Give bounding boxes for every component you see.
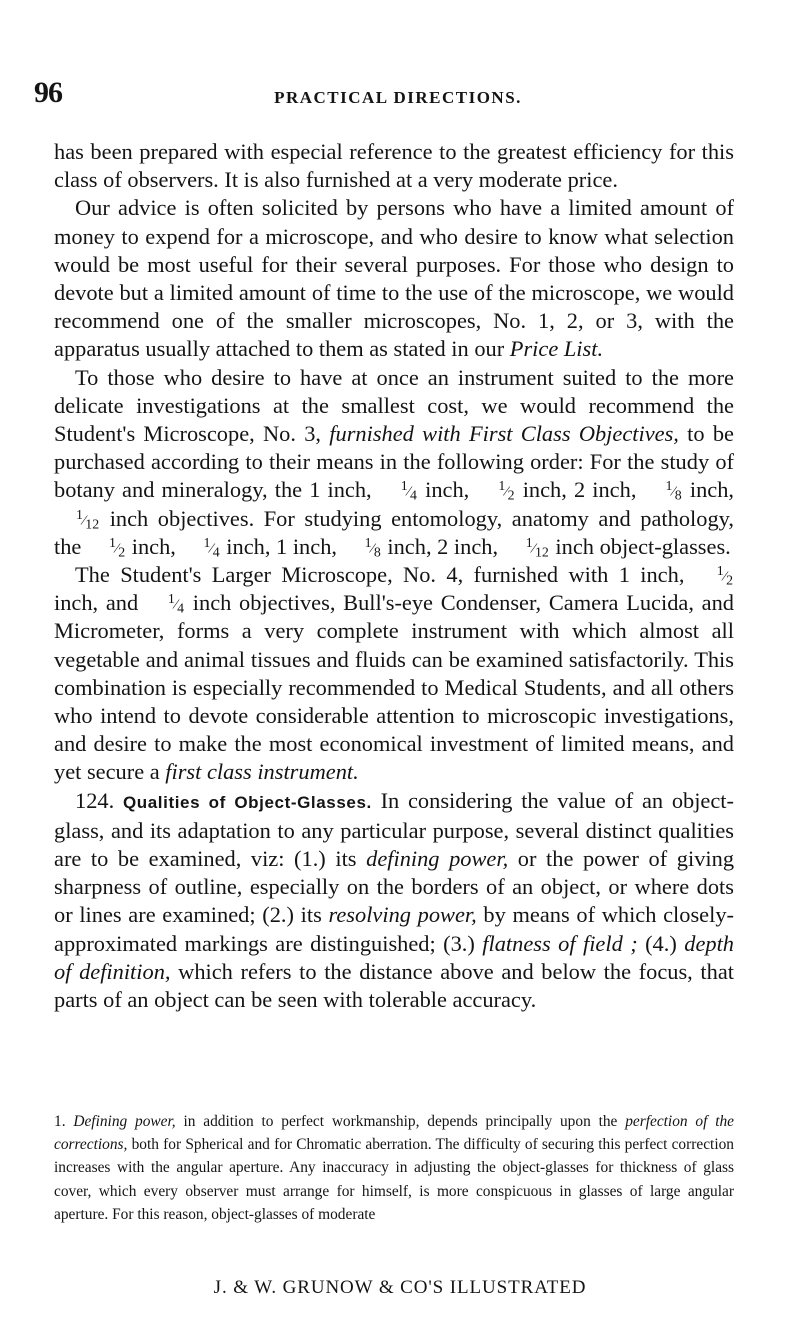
paragraph-4: The Student's Larger Microscope, No. 4, furnished with 1 inch, $^1⁄_2$ inch, and $^1⁄_4$ inch objectives, Bull's-eye Condenser, Camera Lucida, and Micrometer, forms a very complete instrument with which almost all vegetable and animal tissues and fluids can be examined satisfactorily. This combination is especially recommended to Medical Students, and all others who intend to devote considerable attention to microscopic investigations, and desire to make the most economical investment of limited means, and yet secure a first class instrument. [54, 562, 734, 785]
fraction-half: $^1⁄_2$ [716, 564, 733, 589]
paragraph-5: 124. Qualities of Object-Glasses. In considering the value of an object-glass, and its adaptation to any particular purpose, several distinct qualities are to be examined, viz: (1.) its defining power, or the power of giving sharpness of outline, especially on the borders of an object, or where dots or lines are examined; (2.) its resolving power, by means of which closely-approximated markings are distinguished; (3.) flatness of field ; (4.) depth of definition, which refers to the distance above and below the focus, that parts of an object can be seen with tolerable accuracy. [54, 787, 735, 1013]
paragraph-2: Our advice is often solicited by persons who have a limited amount of money to expend for a microscope, and who desire to know what selection would be most useful for their several purposes. For those who design to devote but a limited amount of time to the use of the microscope, we would recommend one of the smaller microscopes, No. 1, 2, or 3, with the apparatus usually attached to them as stated in our Price List. [54, 195, 734, 362]
depth-of-definition-term: depth of definition, [54, 930, 734, 984]
footnote: 1. Defining power, in addition to perfect workmanship, depends principally upon the perfection of the corrections, both for Spherical and for Chromatic aberration. The difficulty of securing this perfect correction increases with the angular aperture. Any inaccuracy in adjusting the object-glasses for thickness of glass cover, which every observer must arrange for himself, is more conspicuous in glasses of large angular aperture. For this reason, object-glasses of moderate [54, 1113, 734, 1223]
footnote-perfection: perfection of the corrections, [54, 1113, 734, 1154]
fraction-half: $^1⁄_2$ [108, 535, 126, 561]
resolving-power-term: resolving power, [328, 902, 477, 928]
defining-power-term: defining power, [366, 846, 509, 872]
flatness-of-field-term: flatness of field ; [482, 930, 638, 956]
section-heading: Qualities of Object-Glasses. [122, 792, 372, 812]
first-class-objectives-phrase: furnished with First Class Objectives, [329, 421, 679, 447]
fraction-twelfth: $^1⁄_{12}$ [76, 507, 100, 533]
fraction-eighth: $^1⁄_8$ [665, 479, 682, 504]
fraction-quarter: $^1⁄_4$ [167, 592, 185, 617]
first-class-instrument-phrase: first class instrument. [165, 759, 359, 785]
page-footer: J. & W. GRUNOW & CO'S ILLUSTRATED [213, 1277, 587, 1298]
fraction-quarter: $^1⁄_4$ [400, 479, 417, 504]
fraction-eighth: $^1⁄_8$ [364, 535, 381, 561]
paragraph-3: To those who desire to have at once an instrument suited to the more delicate investigations at the smallest cost, we would recommend the Student's Microscope, No. 3, furnished with First Class Objectives, to be purchased according to their means in the following order: For the study of botany and mineralogy, the 1 inch, $^1⁄_4$ inch, $^1⁄_2$ inch, 2 inch, $^1⁄_8$ inch, $^1⁄_{12}$ inch objectives. For studying entomology, anatomy and pathology, the $^1⁄_2$ inch, $^1⁄_4$ inch, 1 inch, $^1⁄_8$ inch, 2 inch, $^1⁄_{12}$ inch object-glasses. [54, 364, 734, 561]
running-title: PRACTICAL DIRECTIONS. [274, 88, 522, 107]
fraction-half: $^1⁄_2$ [498, 479, 515, 504]
section-number: 124. [75, 787, 115, 813]
page-header [34, 76, 762, 110]
fraction-twelfth: $^1⁄_{12}$ [525, 535, 549, 561]
body-text [54, 138, 734, 1014]
fraction-quarter: $^1⁄_4$ [203, 535, 220, 561]
footnote-defining-power: Defining power, [73, 1113, 176, 1130]
page-number: 96 [34, 76, 62, 109]
price-list-title: Price List. [509, 336, 604, 362]
paragraph-1: has been prepared with especial reference to the greatest efficiency for this class of observers. It is also furnished at a very moderate price. [54, 139, 734, 193]
